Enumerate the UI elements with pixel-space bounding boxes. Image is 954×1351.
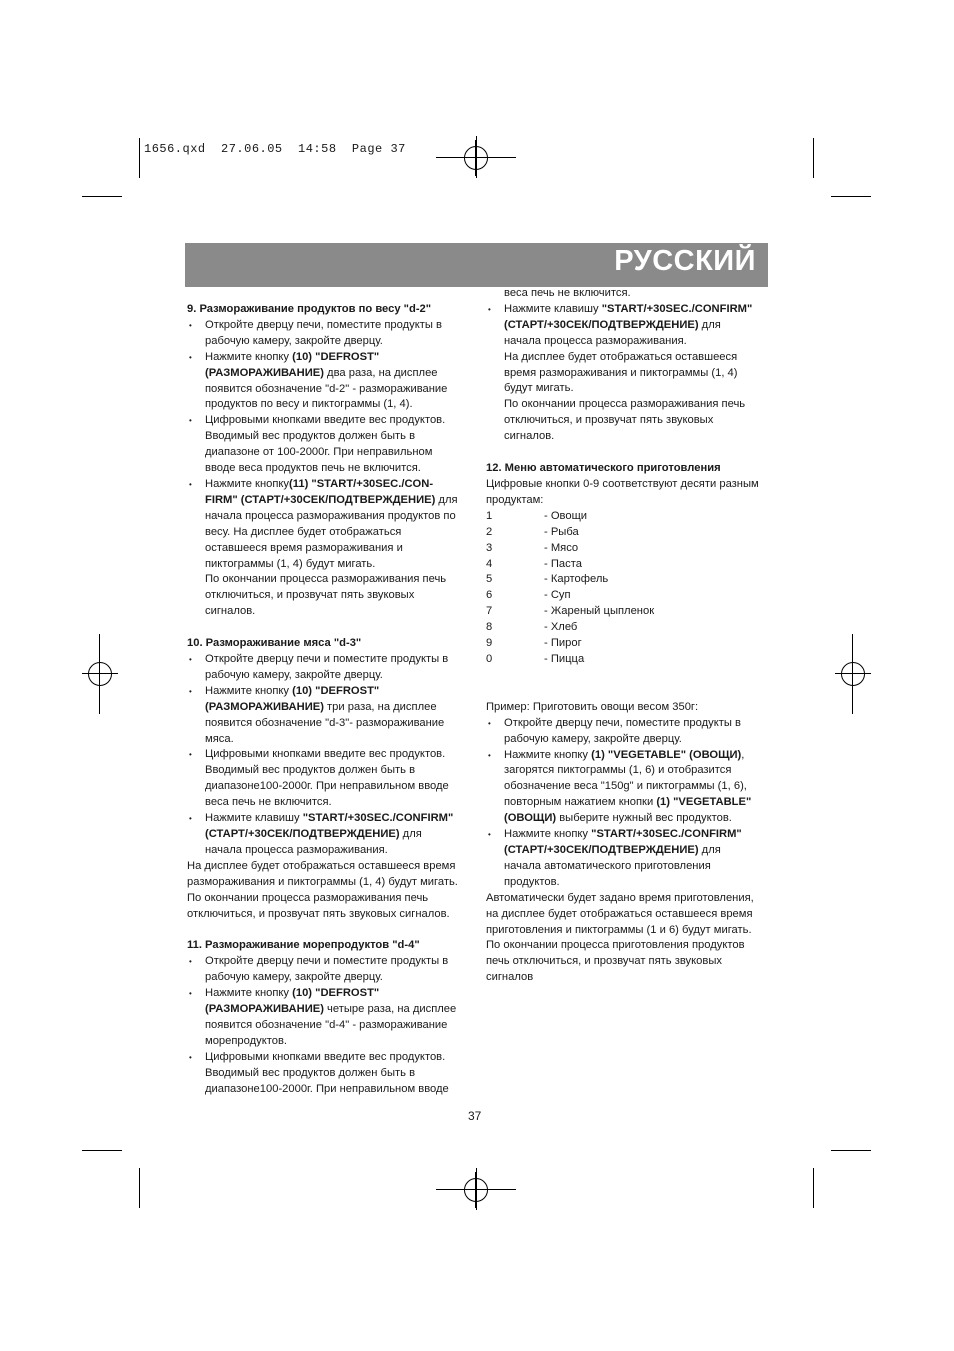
crop-mark [831, 1150, 871, 1151]
paragraph: На дисплее будет отображаться оставшееся время [187, 859, 456, 872]
registration-mark-icon [835, 656, 871, 692]
list-item: • Нажмите кнопку(11) "START/+30SEC./CON- FIRM" (СТАРТ/+30СЕК/ПОДТВЕРЖДЕНИЕ) для начала процесса размораживания продуктов по весу. На дисплее будет отображаться оставшееся время размораживания и пиктограммы (1, 4) будут мигать. По окончании процесса размораживания печь отключиться, и прозвучат пять звуковых сигналов. [187, 477, 472, 620]
list-item: • Откройте дверцу печи и поместите продукты в рабочую камеру, закройте дверцу. [187, 954, 472, 986]
crop-mark [813, 138, 814, 178]
section-title: 12. Меню автоматического приготовления [486, 462, 721, 475]
paragraph: отключиться, и прозвучат пять звуковых сигналов. [187, 907, 450, 920]
list-item: 0 - Пицца [486, 652, 585, 665]
crop-mark [476, 1168, 477, 1210]
list-item: • Нажмите кнопку (1) "VEGETABLE" (ОВОЩИ), загорятся пиктограммы (1, 6) и отобразится обозначение веса "150g" и пиктограммы (1, 6), повторным нажатием кнопки (1) "VEGETABLE" (ОВОЩИ) выберите нужный вес продуктов. [486, 748, 776, 828]
list-item: • Нажмите кнопку (10) "DEFROST" (РАЗМОРАЖИВАНИЕ) три раза, на дисплее появится обозначение "d-3"- размораживание мяса. [187, 684, 472, 748]
list-item: 9 - Пирог [486, 637, 582, 650]
crop-mark [139, 138, 140, 178]
list-item: • Откройте дверцу печи, поместите продукты в рабочую камеру, закройте дверцу. [486, 716, 776, 748]
language-title: РУССКИЙ [614, 245, 756, 277]
list-item: • Цифровыми кнопками введите вес продуктов. Вводимый вес продуктов должен быть в диапазоне100-2000г. При неправильном вводе [187, 1050, 472, 1098]
section-title: 10. Размораживание мяса "d-3" [187, 637, 362, 650]
left-column [187, 302, 472, 1098]
list-item: 6 - Суп [486, 589, 571, 602]
list-item: 7 - Жареный цыпленок [486, 605, 655, 618]
list-item: 3 - Мясо [486, 541, 579, 554]
crop-mark [99, 634, 100, 714]
list-item: • Откройте дверцу печи и поместите продукты в рабочую камеру, закройте дверцу. [187, 652, 472, 684]
section-title: 9. Размораживание продуктов по весу "d-2" [187, 303, 432, 315]
crop-mark [852, 634, 853, 714]
paragraph: Пример: Приготовить овощи весом 350г: [486, 700, 699, 713]
paragraph: размораживания и пиктограммы (1, 4) будут мигать. [187, 875, 458, 888]
paragraph: веса печь не включится. [504, 287, 631, 299]
registration-mark-icon [82, 656, 118, 692]
right-column [486, 286, 776, 986]
list-item: • Откройте дверцу печи, поместите продукты в рабочую камеру, закройте дверцу. [187, 318, 472, 350]
crop-mark [82, 1150, 122, 1151]
page-number: 37 [468, 1109, 482, 1123]
list-item: • Нажмите кнопку (10) "DEFROST" (РАЗМОРАЖИВАНИЕ) два раза, на дисплее появится обозначение "d-2" - размораживание продуктов по весу и пиктограммы (1, 4). [187, 350, 472, 414]
paragraph: По окончании процесса размораживания печь [187, 891, 429, 904]
list-item: • Нажмите кнопку (10) "DEFROST" (РАЗМОРАЖИВАНИЕ) четыре раза, на дисплее появится обозначение "d-4" - размораживание морепродуктов. [187, 986, 472, 1050]
list-item: • Нажмите клавишу "START/+30SEC./CONFIRM" (СТАРТ/+30СЕК/ПОДТВЕРЖДЕНИЕ) для начала процесса размораживания. На дисплее будет отображаться оставшееся время размораживания и пиктограммы (1, 4) будут мигать. По окончании процесса размораживания печь отключиться, и прозвучат пять звуковых сигналов. [486, 302, 776, 445]
list-item: 2 - Рыба [486, 525, 579, 538]
paragraph: приготовления и пиктограммы (1 и 6) будут мигать. [486, 923, 752, 936]
list-item: 5 - Картофель [486, 573, 609, 586]
list-item: • Нажмите клавишу "START/+30SEC./CONFIRM" (СТАРТ/+30СЕК/ПОДТВЕРЖДЕНИЕ) для начала процесса размораживания. [187, 811, 472, 859]
list-item: • Цифровыми кнопками введите вес продуктов. Вводимый вес продуктов должен быть в диапазоне от 100-2000г. При неправильном вводе веса продуктов печь не включится. [187, 413, 472, 477]
section-title: 11. Размораживание морепродуктов "d-4" [187, 939, 420, 952]
paragraph: печь отключиться, и прозвучат пять звуковых [486, 955, 722, 968]
crop-mark [476, 136, 477, 178]
print-slug: 1656.qxd 27.06.05 14:58 Page 37 [144, 142, 406, 156]
list-item: • Цифровыми кнопками введите вес продуктов. Вводимый вес продуктов должен быть в диапазоне100-2000г. При неправильном вводе веса печь не включится. [187, 747, 472, 811]
list-item: 1 - Овощи [486, 509, 588, 522]
crop-mark [813, 1168, 814, 1208]
list-item: 8 - Хлеб [486, 621, 578, 634]
list-item: • Нажмите кнопку "START/+30SEC./CONFIRM" (СТАРТ/+30СЕК/ПОДТВЕРЖДЕНИЕ) для начала автоматического приготовления продуктов. [486, 827, 776, 891]
crop-mark [831, 196, 871, 197]
list-item: 4 - Паста [486, 557, 582, 570]
paragraph: Автоматически будет задано время приготовления, [486, 891, 754, 904]
crop-mark [82, 196, 122, 197]
paragraph: продуктам: [486, 493, 544, 506]
crop-mark [139, 1168, 140, 1208]
auto-menu-list [486, 509, 776, 668]
paragraph: сигналов [486, 971, 534, 984]
paragraph: на дисплее будет отображаться оставшееся время [486, 907, 753, 920]
language-banner [185, 243, 768, 287]
paragraph: Цифровые кнопки 0-9 соответствуют десяти разным [486, 477, 759, 490]
paragraph: По окончании процесса приготовления продуктов [486, 939, 745, 952]
